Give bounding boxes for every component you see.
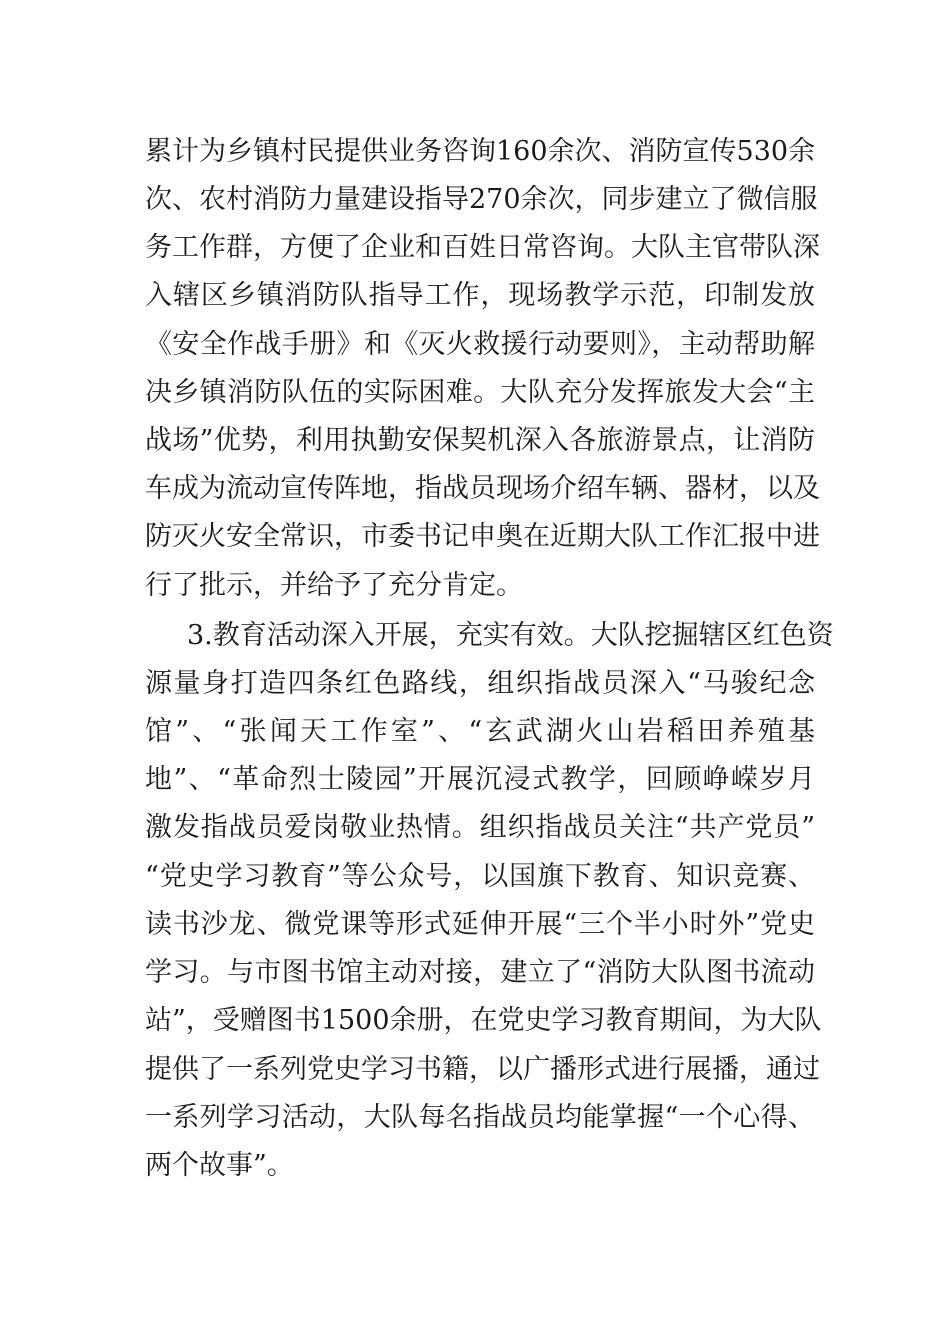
- text-line-7: 战场”优势，利用执勤安保契机深入各旅游景点，让消防: [145, 425, 815, 456]
- text-line-5: 《安全作战手册》和《灭火救援行动要则》，主动帮助解: [145, 329, 815, 360]
- text-line-22: 两个故事”。: [145, 1150, 294, 1181]
- text-line-18: 学习。与市图书馆主动对接，建立了“消防大队图书流动: [145, 957, 815, 988]
- text-line-8: 车成为流动宣传阵地，指战员现场介绍车辆、器材，以及: [145, 473, 820, 504]
- text-line-14: 地”、“革命烈士陵园”开展沉浸式教学，回顾峥嵘岁月: [145, 764, 815, 795]
- text-line-6: 决乡镇消防队伍的实际困难。大队充分发挥旅发大会“主: [145, 377, 815, 408]
- text-line-21: 一系列学习活动，大队每名指战员均能掌握“一个心得、: [145, 1102, 815, 1133]
- text-line-15: 激发指战员爱岗敬业热情。组织指战员关注“共产党员”: [145, 812, 815, 843]
- text-line-9: 防灭火安全常识，市委书记申奥在近期大队工作汇报中进: [145, 521, 820, 552]
- text-line-19: 站”，受赠图书1500余册，在党史学习教育期间，为大队: [145, 1005, 822, 1036]
- text-line-4: 入辖区乡镇消防队指导工作，现场教学示范，印制发放: [145, 280, 815, 311]
- text-line-13: 馆”、“张闻天工作室”、“玄武湖火山岩稻田养殖基: [145, 716, 815, 747]
- text-line-3: 务工作群，方便了企业和百姓日常咨询。大队主官带队深: [145, 232, 820, 263]
- text-line-2: 次、农村消防力量建设指导270余次，同步建立了微信服: [145, 184, 818, 215]
- section-heading-line: 3.教育活动深入开展，充实有效。大队挖掘辖区红色资: [187, 620, 834, 651]
- text-line-1: 累计为乡镇村民提供业务咨询160余次、消防宣传530余: [145, 136, 816, 167]
- text-line-20: 提供了一系列党史学习书籍，以广播形式进行展播，通过: [145, 1054, 820, 1085]
- text-line-10: 行了批示，并给予了充分肯定。: [145, 570, 523, 601]
- text-line-17: 读书沙龙、微党课等形式延伸开展“三个半小时外”党史: [145, 909, 815, 940]
- text-line-16: “党史学习教育”等公众号，以国旗下教育、知识竞赛、: [145, 861, 815, 892]
- text-line-12: 源量身打造四条红色路线，组织指战员深入“马骏纪念: [145, 668, 815, 699]
